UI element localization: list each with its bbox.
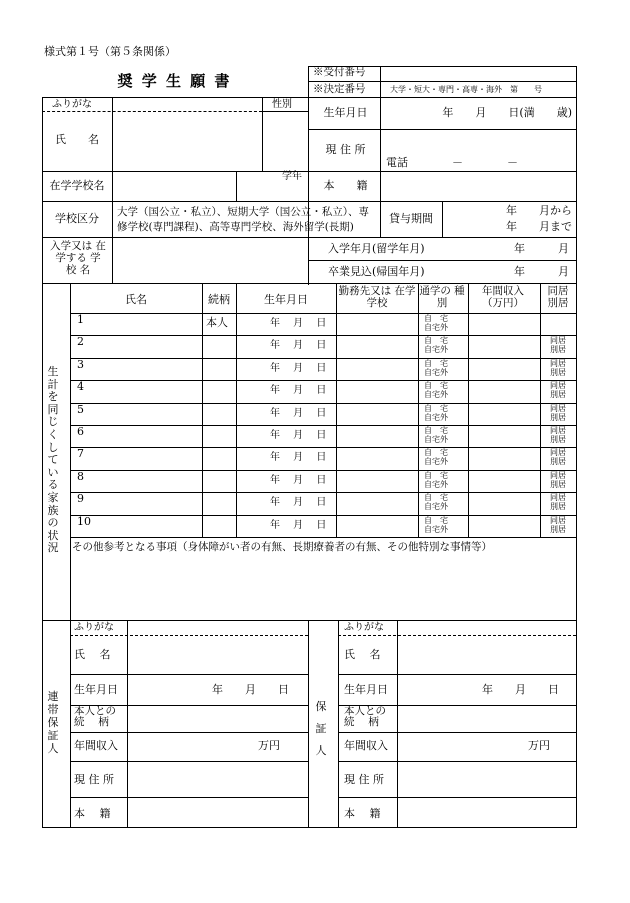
family-income-field[interactable]	[470, 358, 538, 380]
family-income-field[interactable]	[470, 335, 538, 357]
family-relation[interactable]: 本人	[206, 316, 228, 329]
family-name-field[interactable]	[92, 425, 200, 447]
g1-birth-label: 生年月日	[74, 683, 118, 696]
g1-income-label: 年間収入	[74, 739, 118, 752]
family-income-field[interactable]	[470, 403, 538, 425]
family-row-number: 9	[77, 492, 84, 506]
decision-number-field[interactable]	[380, 82, 576, 97]
frame-line	[262, 97, 263, 171]
family-header-birth: 生年月日	[264, 292, 308, 306]
family-commute-home[interactable]: 自 宅	[424, 448, 448, 458]
furigana-field[interactable]	[112, 98, 262, 110]
frame-line	[397, 620, 398, 827]
family-name-field[interactable]	[92, 358, 200, 380]
family-birth[interactable]: 年 月 日	[270, 362, 327, 374]
family-cohabit-separate[interactable]: 別居	[550, 524, 566, 534]
family-birth[interactable]: 年 月 日	[270, 318, 327, 329]
g2-birth-value[interactable]: 年 月 日	[482, 683, 559, 696]
frame-line	[112, 97, 113, 283]
family-row-number: 2	[77, 335, 84, 349]
family-commute-away[interactable]: 自宅外	[424, 479, 448, 489]
frame-line	[308, 620, 309, 827]
g1-domicile-label: 本 籍	[74, 807, 111, 820]
family-name-field[interactable]	[92, 313, 200, 335]
frame-line	[42, 827, 577, 828]
family-commute-away[interactable]: 自宅外	[424, 390, 448, 400]
frame-line	[42, 97, 576, 98]
family-cohabit-same[interactable]: 同居	[550, 358, 566, 368]
frame-line	[70, 761, 308, 762]
family-row-number: 1	[77, 313, 84, 326]
decision-number-label: ※決定番号	[313, 83, 366, 95]
frame-line	[42, 97, 43, 828]
family-work-school-field[interactable]	[338, 358, 416, 380]
family-cohabit-same[interactable]: 同居	[550, 336, 566, 346]
family-side-label: 生計を同じくしている家族の状況	[47, 365, 59, 555]
school-type-options-1[interactable]: 大学（国公立・私立）、短期大学（国公立・私立）、専	[117, 206, 369, 218]
family-commute-home[interactable]: 自 宅	[424, 470, 448, 480]
family-row-number: 6	[77, 425, 84, 438]
admission-label: 入学年月(留学年月)	[328, 242, 425, 255]
frame-line	[70, 537, 576, 538]
family-cohabit-same[interactable]: 同居	[550, 470, 566, 480]
family-work-school-field[interactable]	[338, 425, 416, 447]
school-type-label: 学校区分	[55, 211, 99, 225]
family-cohabit-separate[interactable]: 別居	[550, 502, 566, 512]
birth-value[interactable]: 年 月 日(満 歳)	[442, 105, 572, 119]
family-commute-away[interactable]: 自宅外	[424, 367, 448, 377]
family-commute-home[interactable]: 自 宅	[424, 515, 448, 525]
family-name-field[interactable]	[92, 447, 200, 469]
guarantor-side-label: 保証人	[315, 700, 327, 757]
g1-furigana-field[interactable]	[127, 622, 307, 635]
admission-value[interactable]: 年 月	[514, 242, 569, 255]
target-school-field[interactable]	[112, 237, 308, 283]
address-field[interactable]	[380, 129, 576, 155]
family-commute-away[interactable]: 自宅外	[424, 457, 448, 467]
frame-line	[70, 797, 308, 798]
frame-line	[70, 283, 71, 620]
g1-name-label: 氏 名	[74, 648, 111, 661]
graduation-value[interactable]: 年 月	[514, 265, 569, 278]
family-header-cohabit: 同居 別居	[547, 285, 569, 309]
family-header-income: 年間収入 （万円）	[482, 285, 524, 309]
frame-line	[236, 283, 237, 537]
school-name-label: 在学学校名	[49, 178, 105, 192]
family-cohabit-same[interactable]: 同居	[550, 381, 566, 391]
family-commute-away[interactable]: 自宅外	[424, 435, 448, 444]
family-cohabit-separate[interactable]: 別居	[550, 457, 566, 467]
family-cohabit-same[interactable]: 同居	[550, 515, 566, 525]
family-birth[interactable]: 年 月 日	[270, 430, 327, 441]
family-name-field[interactable]	[92, 515, 200, 537]
g1-relation-label: 本人との 続 柄	[74, 705, 116, 729]
loan-period-label: 貸与期間	[389, 211, 433, 225]
family-name-field[interactable]	[92, 335, 200, 357]
birth-label: 生年月日	[323, 105, 368, 119]
family-income-field[interactable]	[470, 313, 538, 335]
frame-line	[308, 129, 576, 130]
family-work-school-field[interactable]	[338, 313, 416, 335]
loan-from[interactable]: 年 月から	[506, 204, 572, 217]
family-cohabit-separate[interactable]: 別居	[550, 367, 566, 377]
frame-line	[70, 313, 576, 314]
frame-line	[336, 283, 337, 537]
graduation-label: 卒業見込(帰国年月)	[328, 265, 425, 278]
frame-line	[42, 171, 576, 172]
g2-relation-field[interactable]	[397, 705, 576, 732]
family-income-field[interactable]	[470, 380, 538, 402]
family-row-number: 4	[77, 380, 84, 394]
family-birth[interactable]: 年 月 日	[270, 452, 327, 464]
frame-line	[442, 201, 443, 237]
family-cohabit-separate[interactable]: 別居	[550, 345, 566, 355]
family-name-field[interactable]	[92, 470, 200, 492]
family-name-field[interactable]	[92, 380, 200, 402]
family-work-school-field[interactable]	[338, 335, 416, 357]
family-cohabit-same[interactable]: 同居	[550, 493, 566, 503]
g2-furigana-field[interactable]	[397, 622, 576, 635]
family-income-field[interactable]	[470, 515, 538, 537]
g2-domicile-field[interactable]	[397, 797, 576, 827]
gender-label: 性別	[272, 99, 292, 110]
frame-line	[308, 66, 309, 285]
g2-relation-label: 本人との 続 柄	[344, 705, 386, 729]
family-notes-field[interactable]	[70, 556, 576, 620]
family-income-field[interactable]	[470, 425, 538, 447]
family-header-relation: 続柄	[208, 292, 230, 306]
frame-line	[70, 620, 71, 827]
frame-line	[418, 283, 419, 537]
family-row-number: 7	[77, 447, 84, 461]
frame-line	[70, 674, 308, 675]
g2-income-label: 年間収入	[344, 739, 388, 752]
frame-line	[540, 283, 541, 537]
g1-address-field[interactable]	[127, 761, 307, 797]
family-commute-home[interactable]: 自 宅	[424, 493, 448, 503]
family-row-number: 8	[77, 469, 84, 483]
family-work-school-field[interactable]	[338, 380, 416, 402]
family-cohabit-same[interactable]: 同居	[550, 448, 566, 458]
frame-line	[380, 66, 381, 237]
family-birth[interactable]: 年 月 日	[270, 340, 327, 352]
family-income-field[interactable]	[470, 470, 538, 492]
frame-line	[338, 620, 339, 827]
family-commute-home[interactable]: 自 宅	[424, 314, 448, 323]
family-commute-home[interactable]: 自 宅	[424, 381, 448, 391]
family-notes-label: その他参考となる事項（身体障がい者の有無、長期療養者の有無、その他特別な事情等）	[72, 541, 492, 553]
family-birth[interactable]: 年 月 日	[270, 497, 327, 509]
loan-to[interactable]: 年 月まで	[506, 220, 572, 233]
frame-line	[338, 705, 576, 706]
g2-furigana-label: ふりがな	[344, 622, 384, 633]
family-income-field[interactable]	[470, 447, 538, 469]
family-cohabit-same[interactable]: 同居	[550, 426, 566, 435]
family-birth[interactable]: 年 月 日	[270, 519, 327, 531]
domicile-label: 本 籍	[323, 178, 368, 192]
frame-line	[236, 171, 237, 201]
frame-line	[576, 66, 577, 828]
joint-guarantor-side-label: 連帯保証人	[47, 690, 59, 755]
g1-domicile-field[interactable]	[127, 797, 307, 827]
family-work-school-field[interactable]	[338, 403, 416, 425]
g2-name-label: 氏 名	[344, 648, 381, 661]
family-income-field[interactable]	[470, 492, 538, 514]
family-work-school-field[interactable]	[338, 470, 416, 492]
frame-line	[70, 732, 308, 733]
family-row-number: 10	[77, 514, 91, 528]
target-school-label: 入学又は 在学する 学 校 名	[50, 240, 106, 277]
frame-line	[42, 283, 576, 284]
furigana-label: ふりがな	[52, 99, 92, 110]
family-row-number: 5	[77, 402, 84, 416]
frame-line	[308, 260, 576, 261]
g2-address-label: 現 住 所	[344, 773, 384, 786]
decision-number-note: 大学・短大・専門・高専・海外 第 号	[390, 85, 542, 94]
family-commute-home[interactable]: 自 宅	[424, 358, 448, 368]
family-work-school-field[interactable]	[338, 515, 416, 537]
family-header-name: 氏名	[125, 292, 147, 306]
domicile-field[interactable]	[380, 171, 576, 201]
family-commute-away[interactable]: 自宅外	[424, 412, 448, 422]
g1-furigana-label: ふりがな	[74, 622, 114, 633]
school-name-field[interactable]	[112, 171, 236, 201]
g1-name-field[interactable]	[127, 636, 307, 674]
family-commute-away[interactable]: 自宅外	[424, 323, 448, 332]
school-type-options-2[interactable]: 修学校(専門課程)、高等専門学校、海外留学(長期)	[117, 221, 354, 233]
phone-separators[interactable]: － －	[452, 156, 518, 169]
g1-address-label: 現 住 所	[74, 773, 114, 786]
family-commute-home[interactable]: 自 宅	[424, 336, 448, 346]
grade-label: 学年	[282, 171, 302, 182]
family-commute-away[interactable]: 自宅外	[424, 345, 448, 355]
family-work-school-field[interactable]	[338, 447, 416, 469]
dotted-line	[338, 635, 576, 636]
family-name-field[interactable]	[92, 492, 200, 514]
g1-income-unit: 万円	[258, 739, 280, 752]
frame-line	[127, 620, 128, 827]
frame-line	[338, 761, 576, 762]
frame-line	[338, 674, 576, 675]
family-cohabit-same[interactable]: 同居	[550, 403, 566, 413]
family-cohabit-separate[interactable]: 別居	[550, 390, 566, 400]
gender-field[interactable]	[262, 111, 308, 169]
g2-name-field[interactable]	[397, 636, 576, 674]
frame-line	[338, 732, 576, 733]
family-cohabit-separate[interactable]: 別居	[550, 435, 566, 444]
name-label: 氏 名	[55, 132, 99, 146]
address-label: 現 住 所	[325, 142, 366, 156]
g2-income-unit: 万円	[528, 739, 550, 752]
family-birth[interactable]: 年 月 日	[270, 407, 327, 419]
family-birth[interactable]: 年 月 日	[270, 385, 327, 397]
frame-line	[42, 201, 576, 202]
frame-line	[468, 283, 469, 537]
family-commute-away[interactable]: 自宅外	[424, 502, 448, 512]
receipt-number-label: ※受付番号	[313, 66, 366, 78]
frame-line	[338, 797, 576, 798]
family-header-work-school: 勤務先又は 在学学校	[338, 285, 416, 309]
family-work-school-field[interactable]	[338, 492, 416, 514]
family-birth[interactable]: 年 月 日	[270, 474, 327, 486]
receipt-number-field[interactable]	[380, 66, 576, 81]
frame-line	[262, 111, 308, 112]
family-commute-home[interactable]: 自 宅	[424, 426, 448, 435]
family-cohabit-separate[interactable]: 別居	[550, 412, 566, 422]
family-commute-home[interactable]: 自 宅	[424, 403, 448, 413]
g1-relation-field[interactable]	[127, 705, 307, 732]
g1-birth-value[interactable]: 年 月 日	[212, 683, 289, 696]
g2-domicile-label: 本 籍	[344, 807, 381, 820]
g2-address-field[interactable]	[397, 761, 576, 797]
dotted-line	[42, 111, 262, 112]
frame-line	[308, 66, 576, 67]
family-row-number: 3	[77, 357, 84, 371]
frame-line	[70, 705, 308, 706]
frame-line	[42, 620, 576, 621]
family-name-field[interactable]	[92, 403, 200, 425]
frame-line	[202, 283, 203, 537]
dotted-line	[70, 635, 308, 636]
phone-label: 電話	[386, 156, 408, 169]
family-header-commute: 通学の 種 別	[419, 285, 476, 309]
frame-line	[42, 237, 576, 238]
g2-birth-label: 生年月日	[344, 683, 388, 696]
form-number: 様式第１号（第５条関係）	[44, 45, 176, 58]
form-title: 奨 学 生 願 書	[117, 71, 232, 90]
frame-line	[308, 81, 576, 82]
family-cohabit-separate[interactable]: 別居	[550, 479, 566, 489]
family-commute-away[interactable]: 自宅外	[424, 524, 448, 534]
name-field[interactable]	[112, 111, 262, 169]
